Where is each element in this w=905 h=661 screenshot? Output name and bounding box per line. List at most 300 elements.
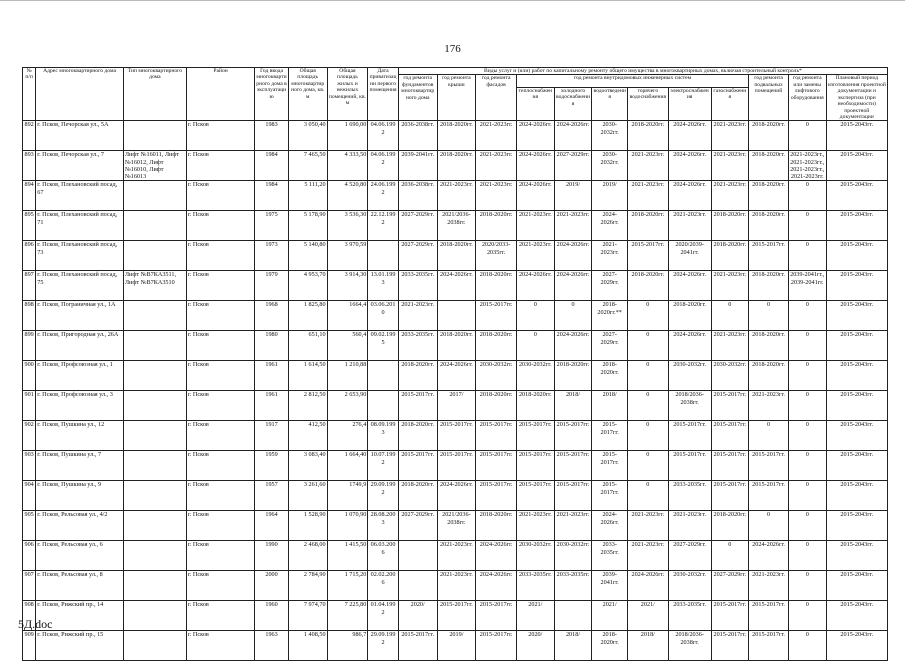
cell-living: 1 210,88: [327, 361, 368, 391]
cell-elec: 2030-2032гг.: [668, 361, 711, 391]
cell-heat: 2030-2032гг.: [516, 541, 554, 571]
cell-facade: 2020/2033-2035гг.: [476, 241, 517, 271]
cell-num: 899: [23, 331, 36, 361]
table-row: [23, 571, 888, 601]
cell-living: 4 520,80: [327, 181, 368, 211]
cell-elec: 2021-2023гг.: [668, 511, 711, 541]
table-row: [23, 331, 888, 361]
cell-heat: 2024-2026гг.: [516, 181, 554, 211]
cell-total: 1 825,80: [288, 301, 327, 331]
cell-elec: 2018/2036-2038гг.: [668, 391, 711, 421]
cell-living: 2 653,90: [327, 391, 368, 421]
cell-cold: 2033-2035гг.: [554, 571, 592, 601]
cell-heat: 2030-2032гг.: [516, 361, 554, 391]
cell-cold: 2018/: [554, 391, 592, 421]
cell-elec: 2024-2026гг.: [668, 151, 711, 181]
cell-elevator: 0: [788, 511, 826, 541]
cell-num: 892: [23, 121, 36, 151]
capital-repair-table: [22, 67, 888, 661]
cell-address: г. Псков, Печорская ул., 7: [36, 151, 124, 181]
header-roof: год ремонта крыши: [437, 75, 476, 121]
cell-gas: 2018-2020гг.: [711, 241, 749, 271]
cell-planned: 2015-2043гг.: [826, 121, 887, 151]
cell-planned: 2015-2043гг.: [826, 601, 887, 631]
cell-living: 986,7: [327, 631, 368, 661]
cell-heat: 2015-2017гг.: [516, 451, 554, 481]
cell-num: 902: [23, 421, 36, 451]
cell-basement: 2015-2017гг.: [749, 601, 789, 631]
cell-foundation: 2015-2017гг.: [398, 451, 437, 481]
cell-num: 900: [23, 361, 36, 391]
cell-foundation: 2036-2038гг.: [398, 181, 437, 211]
cell-priv: 10.07.1992: [368, 451, 399, 481]
cell-district: г. Псков: [186, 271, 254, 301]
cell-foundation: 2033-2035гг.: [398, 271, 437, 301]
cell-living: 276,4: [327, 421, 368, 451]
cell-elec: 2018/2036-2038гг.: [668, 631, 711, 661]
cell-total: 5 140,80: [288, 241, 327, 271]
cell-num: 909: [23, 631, 36, 661]
cell-total: 4 953,70: [288, 271, 327, 301]
cell-hot: 2018/: [627, 631, 668, 661]
cell-district: г. Псков: [186, 211, 254, 241]
cell-elevator: 0: [788, 391, 826, 421]
cell-living: 1664,4: [327, 301, 368, 331]
cell-cold: 2018/: [554, 631, 592, 661]
cell-roof: 2021-2023гг.: [437, 541, 476, 571]
cell-elevator: 0: [788, 241, 826, 271]
cell-roof: 2018-2020гг.: [437, 241, 476, 271]
cell-year: 1917: [255, 421, 289, 451]
cell-priv: [368, 391, 399, 421]
cell-planned: 2015-2043гг.: [826, 211, 887, 241]
cell-district: г. Псков: [186, 601, 254, 631]
cell-facade: 2018-2020гг.: [476, 211, 517, 241]
cell-basement: 2018-2020гг.: [749, 181, 789, 211]
cell-planned: 2015-2043гг.: [826, 421, 887, 451]
cell-elec: 2027-2029гг.: [668, 541, 711, 571]
cell-elec: 2020/2039-2041гг.: [668, 241, 711, 271]
cell-basement: 2024-2026гг.: [749, 541, 789, 571]
cell-cold: 2015-2017гг.: [554, 481, 592, 511]
header-district: Район: [186, 68, 254, 121]
header-planned: Плановый период изготовления проектной документации и экспертиза (при необходимости) проектной документации: [827, 75, 886, 120]
cell-total: 1 528,90: [288, 511, 327, 541]
cell-hot: 0: [627, 481, 668, 511]
cell-type: [123, 421, 186, 451]
cell-total: 1 408,50: [288, 631, 327, 661]
cell-foundation: [398, 541, 437, 571]
cell-living: 1 070,90: [327, 511, 368, 541]
cell-elec: 2021-2023гг.: [668, 211, 711, 241]
cell-drain: 2015-2017гг.: [592, 451, 628, 481]
cell-heat: 2021-2023гг.: [516, 511, 554, 541]
header-gas: газоснабжения: [711, 87, 749, 121]
table-row: [23, 631, 888, 661]
table-row: [23, 181, 888, 211]
cell-cold: 2021-2023гг.: [554, 511, 592, 541]
cell-cold: 2024-2026гг.: [554, 331, 592, 361]
cell-living: 1 415,50: [327, 541, 368, 571]
cell-district: г. Псков: [186, 511, 254, 541]
header-heat: теплоснабжения: [516, 87, 554, 121]
table-row: [23, 481, 888, 511]
header-elevator: год ремонта или замены лифтового оборудования: [788, 75, 826, 121]
cell-gas: 2030-2032гг.: [711, 361, 749, 391]
cell-facade: 2015-2017гг.: [476, 601, 517, 631]
table-row: [23, 271, 888, 301]
cell-num: 903: [23, 451, 36, 481]
cell-foundation: 2020/: [398, 601, 437, 631]
cell-basement: 0: [749, 511, 789, 541]
cell-cold: 2030-2032гг.: [554, 541, 592, 571]
cell-living: 7 225,80: [327, 601, 368, 631]
cell-living: 1 690,00: [327, 121, 368, 151]
cell-priv: 28.08.2003: [368, 511, 399, 541]
cell-num: 894: [23, 181, 36, 211]
cell-total: 1 614,50: [288, 361, 327, 391]
cell-drain: 2033-2035гг.: [592, 541, 628, 571]
cell-gas: 2015-2017гг.: [711, 481, 749, 511]
cell-hot: 0: [627, 421, 668, 451]
cell-foundation: 2021-2023гг.: [398, 301, 437, 331]
cell-cold: 2024-2026гг.: [554, 241, 592, 271]
cell-heat: 2015-2017гг.: [516, 421, 554, 451]
cell-district: г. Псков: [186, 571, 254, 601]
cell-hot: 2021/: [627, 601, 668, 631]
cell-gas: 0: [711, 301, 749, 331]
table-row: [23, 151, 888, 181]
cell-type: Лифт №16011, Лифт №16012, Лифт №16010, Лифт №16013: [123, 151, 186, 181]
cell-district: г. Псков: [186, 481, 254, 511]
cell-type: [123, 391, 186, 421]
cell-elec: 2030-2032гг.: [668, 571, 711, 601]
cell-basement: 2018-2020гг.: [749, 331, 789, 361]
cell-num: 901: [23, 391, 36, 421]
cell-type: [123, 451, 186, 481]
table-row: [23, 301, 888, 331]
cell-year: 1957: [255, 481, 289, 511]
cell-facade: 2030-2032гг.: [476, 361, 517, 391]
cell-year: 2000: [255, 571, 289, 601]
cell-facade: 2015-2017гг.: [476, 301, 517, 331]
cell-heat: 2018-2020гг.: [516, 391, 554, 421]
cell-basement: 2018-2020гг.: [749, 151, 789, 181]
cell-elec: 2015-2017гг.: [668, 421, 711, 451]
cell-planned: 2015-2043гг.: [826, 241, 887, 271]
cell-year: 1990: [255, 541, 289, 571]
cell-drain: 2030-2032гг.: [592, 151, 628, 181]
table-body: [23, 121, 888, 661]
cell-gas: 2021-2023гг.: [711, 181, 749, 211]
cell-hot: 0: [627, 391, 668, 421]
header-total-area: Общая площадь многоквартирного дома, кв. м: [288, 68, 327, 121]
cell-basement: 2018-2020гг.: [749, 211, 789, 241]
cell-facade: 2021-2023гг.: [476, 121, 517, 151]
cell-total: 2 468,00: [288, 541, 327, 571]
cell-total: 7 465,50: [288, 151, 327, 181]
cell-priv: 13.01.1993: [368, 271, 399, 301]
cell-type: [123, 601, 186, 631]
cell-num: 905: [23, 511, 36, 541]
cell-elec: 2024-2026гг.: [668, 271, 711, 301]
header-privatization-date: Дата приватизации первого помещения: [368, 68, 399, 121]
cell-year: 1984: [255, 181, 289, 211]
header-num: № п/п: [23, 68, 36, 121]
cell-heat: 2021/: [516, 601, 554, 631]
cell-living: 560,4: [327, 331, 368, 361]
cell-facade: 2015-2017гг.: [476, 631, 517, 661]
cell-priv: 06.03.2006: [368, 541, 399, 571]
cell-foundation: 2027-2029гг.: [398, 211, 437, 241]
cell-facade: 2024-2026гг.: [476, 541, 517, 571]
cell-address: г. Псков, Пушкина ул., 12: [36, 421, 124, 451]
header-cold-water: холодного водоснабжения: [554, 87, 592, 121]
cell-roof: 2015-2017гг.: [437, 601, 476, 631]
cell-roof: 2018-2020гг.: [437, 331, 476, 361]
cell-planned: 2015-2043гг.: [826, 331, 887, 361]
cell-year: 1979: [255, 271, 289, 301]
cell-type: [123, 331, 186, 361]
cell-facade: 2018-2020гг.: [476, 391, 517, 421]
cell-basement: 2015-2017гг.: [749, 481, 789, 511]
cell-elevator: 0: [788, 211, 826, 241]
cell-living: 3 914,30: [327, 271, 368, 301]
header-drainage: водоотведения: [592, 87, 628, 121]
cell-heat: 2015-2017гг.: [516, 481, 554, 511]
cell-living: 3 536,30: [327, 211, 368, 241]
cell-total: 7 974,70: [288, 601, 327, 631]
cell-gas: 2021-2023гг.: [711, 271, 749, 301]
cell-year: 1959: [255, 451, 289, 481]
cell-elec: 2033-2035гг.: [668, 601, 711, 631]
cell-basement: 0: [749, 301, 789, 331]
cell-facade: 2018-2020гг.: [476, 511, 517, 541]
cell-district: г. Псков: [186, 541, 254, 571]
cell-elec: 2015-2017гг.: [668, 451, 711, 481]
cell-year: 1984: [255, 151, 289, 181]
cell-type: [123, 511, 186, 541]
cell-planned: 2015-2043гг.: [826, 511, 887, 541]
cell-address: г. Псков, Рижский пр., 14: [36, 601, 124, 631]
footer-filename: 5Д.doc: [18, 617, 53, 631]
cell-basement: 2015-2017гг.: [749, 451, 789, 481]
cell-year: 1963: [255, 631, 289, 661]
cell-drain: 2018-2020гг.: [592, 631, 628, 661]
cell-hot: 2021-2023гг.: [627, 541, 668, 571]
cell-address: г. Псков, Печорская ул., 5А: [36, 121, 124, 151]
cell-type: [123, 121, 186, 151]
header-hot-water: горячего водоснабжения: [627, 87, 668, 121]
cell-type: [123, 301, 186, 331]
cell-gas: 2015-2017гг.: [711, 391, 749, 421]
cell-year: 1961: [255, 391, 289, 421]
cell-address: г. Псков, Плехановский посад, 73: [36, 241, 124, 271]
cell-priv: 08.09.1993: [368, 421, 399, 451]
cell-drain: 2019/: [592, 181, 628, 211]
cell-elevator: 0: [788, 181, 826, 211]
cell-total: 2 812,50: [288, 391, 327, 421]
cell-year: 1980: [255, 331, 289, 361]
cell-address: г. Псков, Пригородная ул., 26А: [36, 331, 124, 361]
cell-total: 2 784,90: [288, 571, 327, 601]
cell-hot: 0: [627, 331, 668, 361]
cell-gas: 2021-2023гг.: [711, 151, 749, 181]
cell-address: г. Псков, Плехановский посад, 75: [36, 271, 124, 301]
cell-hot: 2018-2020гг.: [627, 271, 668, 301]
cell-foundation: 2018-2020гг.: [398, 481, 437, 511]
cell-roof: 2019/: [437, 631, 476, 661]
cell-gas: 2015-2017гг.: [711, 631, 749, 661]
cell-planned: 2015-2043гг.: [826, 151, 887, 181]
cell-elevator: 0: [788, 451, 826, 481]
cell-priv: [368, 361, 399, 391]
header-basement: год ремонта подвальных помещений: [749, 75, 789, 121]
cell-hot: 0: [627, 361, 668, 391]
cell-hot: 0: [627, 451, 668, 481]
cell-basement: 2015-2017гг.: [749, 241, 789, 271]
header-facade: год ремонта фасадов: [476, 75, 517, 121]
cell-planned: 2015-2043гг.: [826, 271, 887, 301]
cell-heat: 2021-2023гг.: [516, 241, 554, 271]
cell-hot: 2018-2020гг.: [627, 211, 668, 241]
cell-total: 412,50: [288, 421, 327, 451]
cell-hot: 2021-2023гг.: [627, 511, 668, 541]
cell-roof: 2018-2020гг.: [437, 121, 476, 151]
cell-planned: 2015-2043гг.: [826, 181, 887, 211]
cell-num: 898: [23, 301, 36, 331]
cell-type: [123, 181, 186, 211]
cell-priv: [368, 241, 399, 271]
cell-roof: 2024-2026гг.: [437, 361, 476, 391]
cell-roof: 2015-2017гг.: [437, 421, 476, 451]
cell-total: 5 178,90: [288, 211, 327, 241]
cell-cold: 2027-2029гг.: [554, 151, 592, 181]
cell-cold: 2018-2020гг.: [554, 361, 592, 391]
cell-basement: 2018-2020гг.: [749, 271, 789, 301]
cell-foundation: 2018-2020гг.: [398, 421, 437, 451]
cell-elevator: 0: [788, 541, 826, 571]
cell-priv: 03.06.2010: [368, 301, 399, 331]
cell-type: [123, 361, 186, 391]
cell-num: 893: [23, 151, 36, 181]
cell-type: [123, 571, 186, 601]
cell-heat: 2024-2026гг.: [516, 151, 554, 181]
cell-roof: 2018-2020гг.: [437, 151, 476, 181]
cell-cold: 2024-2026гг.: [554, 271, 592, 301]
header-works-group: Виды услуг и (или) работ по капитальному ремонту общего имущества в многоквартирных домах, включая строительный контроль*: [398, 68, 887, 75]
cell-priv: 09.02.1995: [368, 331, 399, 361]
cell-living: 1749,9: [327, 481, 368, 511]
cell-basement: 0: [749, 421, 789, 451]
cell-gas: 2021-2023гг.: [711, 121, 749, 151]
cell-gas: 2015-2017гг.: [711, 451, 749, 481]
cell-living: 1 715,20: [327, 571, 368, 601]
cell-gas: 2027-2029гг.: [711, 571, 749, 601]
cell-elec: 2024-2026гг.: [668, 181, 711, 211]
cell-roof: 2015-2017гг.: [437, 451, 476, 481]
cell-heat: 2024-2026гг.: [516, 121, 554, 151]
cell-drain: 2024-2026гг.: [592, 211, 628, 241]
table-row: [23, 121, 888, 151]
cell-address: г. Псков, Профсоюзная ул., 1: [36, 361, 124, 391]
cell-address: г. Псков, Рельсовая ул., 6: [36, 541, 124, 571]
cell-facade: 2018-2020гг.: [476, 331, 517, 361]
cell-type: [123, 481, 186, 511]
cell-living: 3 970,59: [327, 241, 368, 271]
header-foundation: год ремонта фундаментов многоквартирного дома: [398, 75, 437, 121]
cell-foundation: [398, 571, 437, 601]
cell-hot: 2021-2023гг.: [627, 181, 668, 211]
cell-priv: 02.02.2006: [368, 571, 399, 601]
cell-address: г. Псков, Рельсовая ул., 4/2: [36, 511, 124, 541]
cell-facade: 2021-2023гг.: [476, 151, 517, 181]
cell-district: г. Псков: [186, 241, 254, 271]
cell-hot: 2015-2017гг.: [627, 241, 668, 271]
cell-planned: 2015-2043гг.: [826, 631, 887, 661]
cell-drain: 2015-2017гг.: [592, 481, 628, 511]
cell-drain: 2018-2020гг.: [592, 361, 628, 391]
cell-elec: 2018-2020гг.: [668, 301, 711, 331]
cell-foundation: 2015-2017гг.: [398, 391, 437, 421]
cell-district: г. Псков: [186, 631, 254, 661]
cell-roof: 2021-2023гг.: [437, 571, 476, 601]
cell-num: 896: [23, 241, 36, 271]
cell-address: г. Псков, Пушкина ул., 9: [36, 481, 124, 511]
header-year: Год ввода многоквартирного дома в эксплуатацию: [255, 68, 289, 121]
cell-elevator: 0: [788, 571, 826, 601]
cell-address: г. Псков, Рельсовая ул., 8: [36, 571, 124, 601]
cell-priv: 29.09.1992: [368, 481, 399, 511]
cell-basement: 2021-2023гг.: [749, 571, 789, 601]
cell-basement: 2015-2017гг.: [749, 631, 789, 661]
header-type: Тип многоквартирного дома: [123, 68, 186, 121]
cell-elevator: 0: [788, 631, 826, 661]
cell-drain: 2030-2032гг.: [592, 121, 628, 151]
cell-gas: 2018-2020гг.: [711, 211, 749, 241]
cell-elevator: 2021-2023гг., 2021-2023гг., 2021-2023гг., 2021-2023гг.: [790, 151, 825, 180]
cell-planned: 2015-2043гг.: [826, 391, 887, 421]
cell-district: г. Псков: [186, 451, 254, 481]
cell-elevator: 0: [788, 301, 826, 331]
cell-facade: 2015-2017гг.: [476, 451, 517, 481]
cell-priv: 04.06.1992: [368, 151, 399, 181]
cell-year: 1960: [255, 601, 289, 631]
cell-num: 907: [23, 571, 36, 601]
cell-heat: 2033-2035гг.: [516, 571, 554, 601]
cell-address: г. Псков, Плехановский посад, 71: [36, 211, 124, 241]
cell-facade: 2018-2020гг.: [476, 271, 517, 301]
cell-elevator: 0: [788, 601, 826, 631]
cell-facade: 2015-2017гг.: [476, 481, 517, 511]
cell-year: 1968: [255, 301, 289, 331]
cell-num: 906: [23, 541, 36, 571]
cell-planned: 2015-2043гг.: [826, 451, 887, 481]
cell-address: г. Псков, Плехановский посад, 67: [36, 181, 124, 211]
cell-elevator: 0: [788, 421, 826, 451]
cell-district: г. Псков: [186, 391, 254, 421]
header-living-area: Общая площадь жилых и нежилых помещений, кв. м: [327, 68, 368, 121]
cell-roof: 2021-2023гг.: [437, 181, 476, 211]
cell-district: г. Псков: [186, 181, 254, 211]
cell-drain: 2027-2029гг.: [592, 271, 628, 301]
cell-type: Лифт №В7КА3511, Лифт №В7КА3510: [123, 271, 186, 301]
cell-foundation: 2027-2029гг.: [398, 241, 437, 271]
cell-district: г. Псков: [186, 151, 254, 181]
table-row: [23, 211, 888, 241]
cell-foundation: 2033-2035гг.: [398, 331, 437, 361]
cell-cold: 0: [554, 301, 592, 331]
